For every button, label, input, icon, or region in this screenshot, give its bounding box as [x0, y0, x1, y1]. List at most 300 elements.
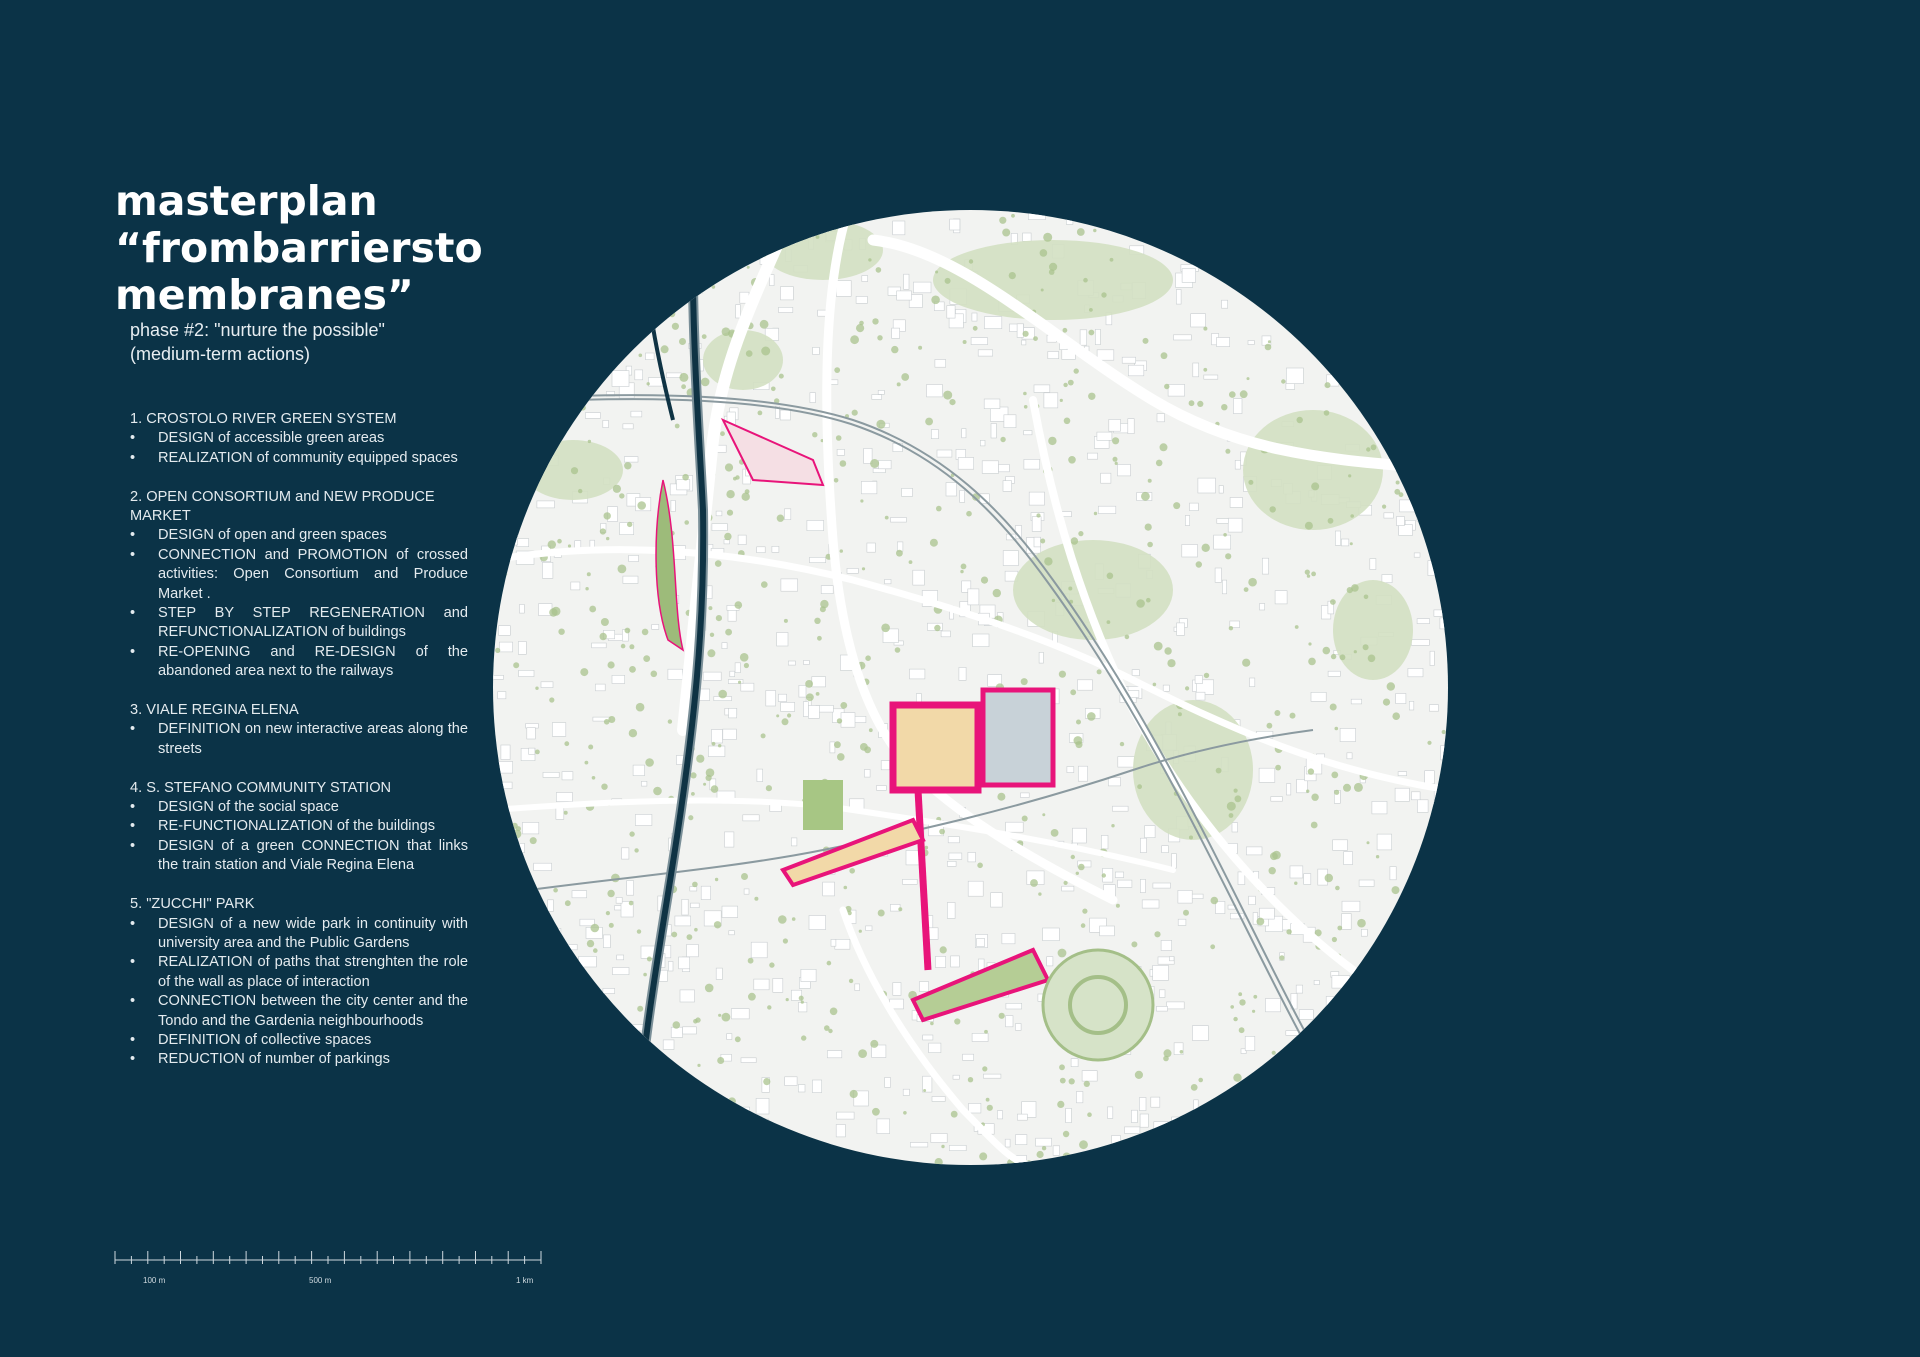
tree	[1311, 572, 1316, 577]
tree	[692, 882, 698, 888]
tree	[744, 663, 749, 668]
building-block	[612, 1091, 626, 1107]
tree	[896, 550, 903, 557]
building-block	[522, 1016, 528, 1029]
building-block	[947, 306, 955, 319]
tree	[1087, 712, 1096, 721]
tree	[1112, 437, 1119, 444]
building-block	[982, 461, 998, 474]
building-block	[522, 1057, 528, 1069]
building-block	[1015, 1024, 1021, 1031]
tree	[1357, 919, 1366, 928]
building-block	[972, 1033, 988, 1041]
building-block	[798, 1085, 805, 1092]
tree	[1407, 1089, 1416, 1098]
tree	[1154, 642, 1163, 651]
tree	[549, 697, 554, 702]
tree	[1280, 305, 1287, 312]
building-block	[1108, 778, 1120, 786]
building-block	[913, 282, 931, 293]
bullet-glyph: •	[130, 643, 136, 660]
tree	[753, 242, 760, 249]
tree	[557, 539, 562, 544]
building-block	[1163, 685, 1169, 691]
building-block	[1378, 270, 1382, 283]
tree	[860, 743, 868, 751]
building-block	[810, 393, 816, 403]
tree	[727, 510, 733, 516]
tree	[542, 1091, 550, 1099]
building-block	[1441, 746, 1448, 760]
tree	[627, 522, 632, 527]
building-block	[810, 557, 826, 562]
subtitle-line-2: (medium-term actions)	[130, 344, 311, 364]
building-block	[1004, 415, 1016, 428]
tree	[837, 718, 842, 723]
building-block	[504, 963, 511, 968]
building-block	[512, 370, 522, 385]
tree	[1268, 340, 1271, 343]
building-block	[497, 1144, 510, 1151]
tree	[767, 1005, 771, 1009]
tree	[1281, 379, 1285, 383]
tree	[507, 847, 514, 854]
tree	[1160, 443, 1168, 451]
tree	[1344, 360, 1350, 366]
building-block	[785, 509, 791, 520]
building-block	[1428, 380, 1444, 387]
building-block	[1411, 640, 1429, 646]
tree	[1298, 278, 1306, 286]
action-item	[130, 915, 468, 954]
building-block	[812, 677, 826, 687]
building-block	[534, 962, 552, 967]
building-block	[885, 1078, 891, 1088]
tree	[742, 493, 750, 501]
tree	[717, 1057, 724, 1064]
building-block	[682, 899, 688, 915]
tree	[535, 687, 538, 690]
building-block	[627, 881, 634, 896]
tree	[1111, 824, 1114, 827]
building-block	[668, 962, 673, 972]
building-block	[543, 772, 559, 777]
building-block	[541, 682, 553, 688]
tree	[1311, 1028, 1316, 1033]
tree	[849, 868, 855, 874]
tree	[1239, 999, 1245, 1005]
building-block	[1290, 866, 1303, 878]
tree	[587, 572, 591, 576]
tree	[550, 1085, 556, 1091]
tree	[1088, 393, 1095, 400]
building-block	[1326, 996, 1335, 1009]
tree	[1081, 923, 1086, 928]
tree	[585, 761, 589, 765]
tree	[1371, 444, 1377, 450]
tree	[876, 420, 885, 429]
tree	[1057, 1101, 1064, 1108]
tree	[1069, 1078, 1075, 1084]
tree	[1261, 1122, 1268, 1129]
tree	[1225, 553, 1231, 559]
building-block	[656, 1151, 666, 1158]
building-block	[529, 748, 535, 754]
tree	[617, 1076, 621, 1080]
building-block	[1286, 1031, 1299, 1036]
tree	[1101, 292, 1106, 297]
tree	[1198, 1078, 1203, 1083]
tree	[792, 917, 796, 921]
building-block	[610, 1083, 618, 1097]
building-block	[1100, 926, 1115, 936]
tree	[1275, 765, 1281, 771]
tree	[676, 1157, 683, 1164]
tree	[701, 378, 710, 387]
building-block	[1372, 332, 1381, 345]
tree	[600, 633, 607, 640]
building-block	[1428, 561, 1442, 576]
tree	[496, 966, 503, 973]
tree	[1011, 214, 1015, 218]
tree	[969, 259, 973, 263]
building-block	[785, 1077, 797, 1086]
tree	[678, 248, 683, 253]
tree	[616, 1077, 624, 1085]
building-block	[735, 663, 740, 673]
tree	[1049, 269, 1055, 275]
building-block	[1433, 412, 1448, 423]
tree	[898, 907, 902, 911]
building-block	[809, 916, 826, 930]
tree	[570, 1083, 573, 1086]
building-block	[519, 670, 534, 676]
tree	[647, 957, 652, 962]
bullet-glyph: •	[130, 546, 136, 563]
building-block	[560, 1068, 575, 1079]
building-block	[778, 694, 786, 701]
building-block	[738, 535, 746, 545]
building-block	[654, 246, 659, 250]
building-block	[968, 852, 976, 862]
tree	[763, 1078, 770, 1085]
building-block	[971, 338, 988, 345]
tree	[1203, 327, 1207, 331]
bullet-glyph: •	[130, 1031, 136, 1048]
tree	[574, 396, 583, 405]
action-item-text: DESIGN of open and green spaces	[158, 527, 387, 544]
building-block	[754, 1119, 768, 1127]
building-block	[691, 903, 700, 908]
tree	[1341, 1062, 1346, 1067]
tree	[869, 728, 873, 732]
tree	[840, 460, 847, 467]
building-block	[1022, 340, 1026, 345]
building-block	[779, 307, 793, 312]
tree	[776, 714, 779, 717]
phase-subtitle	[130, 318, 385, 366]
tree	[761, 347, 770, 356]
building-block	[1286, 784, 1290, 795]
building-block	[549, 254, 560, 265]
building-block	[1140, 838, 1146, 852]
building-block	[1245, 1036, 1255, 1050]
title-line-2	[115, 224, 483, 272]
building-block	[854, 716, 866, 722]
building-block	[603, 420, 609, 427]
tree	[1367, 841, 1370, 844]
building-block	[960, 490, 965, 502]
tree	[609, 1041, 615, 1047]
building-block	[1333, 840, 1348, 851]
tree	[1217, 261, 1221, 265]
tree	[1336, 1038, 1344, 1046]
tree	[551, 267, 556, 272]
building-block	[1271, 797, 1283, 802]
building-block	[1339, 255, 1352, 262]
tree	[1203, 368, 1207, 372]
building-block	[1132, 213, 1139, 224]
tree	[1334, 790, 1339, 795]
tree	[1432, 945, 1436, 949]
tree	[1052, 599, 1055, 602]
building-block	[935, 956, 945, 967]
building-block	[500, 782, 512, 789]
tree	[1437, 526, 1442, 531]
tree	[1354, 311, 1358, 315]
action-item	[130, 449, 468, 468]
tree	[1184, 1152, 1190, 1158]
building-block	[1222, 300, 1228, 308]
tree	[986, 1098, 990, 1102]
building-block	[730, 671, 735, 677]
building-block	[659, 1164, 671, 1166]
building-block	[1395, 788, 1409, 801]
tree	[784, 619, 788, 623]
building-block	[1168, 384, 1185, 396]
building-block	[1193, 363, 1199, 377]
bullet-glyph: •	[130, 430, 136, 447]
building-block	[877, 1119, 890, 1134]
building-block	[959, 667, 966, 680]
building-block	[1340, 728, 1356, 741]
tree	[862, 567, 865, 570]
tree	[572, 217, 577, 222]
building-block	[572, 891, 587, 898]
building-block	[1384, 249, 1397, 261]
building-block	[1067, 767, 1074, 773]
building-block	[1351, 699, 1362, 704]
building-block	[534, 863, 552, 870]
building-block	[1314, 980, 1319, 984]
tree	[611, 874, 620, 883]
tree	[1040, 539, 1045, 544]
tree	[934, 625, 940, 631]
building-block	[891, 518, 907, 523]
building-block	[517, 539, 529, 547]
building-block	[1118, 880, 1132, 887]
tree	[993, 589, 1001, 597]
tree	[949, 399, 955, 405]
building-block	[493, 675, 503, 679]
tree	[1279, 955, 1284, 960]
title-word-barriers: barriers	[250, 224, 435, 272]
building-block	[673, 1101, 687, 1110]
tree	[1068, 587, 1072, 591]
tree	[1089, 330, 1095, 336]
building-block	[1323, 1054, 1337, 1064]
building-block	[722, 906, 738, 917]
tree	[1141, 492, 1150, 501]
tree	[1189, 836, 1193, 840]
building-block	[813, 347, 820, 354]
building-block	[668, 669, 683, 680]
building-block	[648, 1094, 665, 1108]
tree	[1384, 414, 1392, 422]
building-block	[1260, 604, 1265, 611]
building-block	[837, 449, 844, 455]
tree	[629, 666, 636, 673]
tree	[675, 424, 680, 429]
tree	[1335, 886, 1340, 891]
building-block	[1332, 976, 1350, 989]
tree	[711, 785, 719, 793]
tree	[1392, 712, 1400, 720]
building-block	[703, 672, 721, 680]
tree	[1201, 1111, 1208, 1118]
tree	[540, 290, 546, 296]
building-block	[554, 340, 570, 346]
tree	[1296, 210, 1304, 218]
building-block	[1178, 919, 1186, 925]
tree	[973, 326, 978, 331]
tree	[984, 1030, 988, 1034]
tree	[702, 334, 707, 339]
building-block	[1304, 240, 1308, 255]
building-block	[512, 535, 518, 545]
building-block	[723, 729, 737, 740]
building-block	[1128, 365, 1144, 376]
building-block	[666, 373, 681, 378]
tree	[718, 744, 721, 747]
building-block	[1311, 692, 1326, 701]
building-block	[1384, 1134, 1391, 1141]
tree	[1023, 392, 1027, 396]
tree	[1252, 1010, 1255, 1013]
tree	[1382, 505, 1386, 509]
tree	[604, 512, 611, 519]
tree	[909, 560, 913, 564]
title-word-to: to	[434, 224, 483, 272]
tree	[951, 1111, 958, 1118]
building-block	[567, 1068, 574, 1073]
building-block	[1399, 430, 1409, 438]
building-block	[1185, 516, 1189, 526]
building-block	[711, 730, 722, 744]
tree	[1331, 343, 1337, 349]
tree	[536, 928, 540, 932]
building-block	[673, 1130, 680, 1145]
tree	[588, 440, 591, 443]
tree	[714, 921, 721, 928]
tree	[1097, 669, 1102, 674]
building-block	[707, 1158, 715, 1165]
building-block	[1122, 357, 1136, 363]
building-block	[656, 1057, 662, 1073]
building-block	[1003, 481, 1012, 492]
tree	[500, 347, 507, 354]
tree	[526, 279, 530, 283]
tree	[936, 506, 942, 512]
building-block	[499, 626, 511, 636]
building-block	[1222, 234, 1232, 244]
building-block	[512, 218, 517, 231]
tree	[679, 373, 688, 382]
tree	[1372, 1052, 1377, 1057]
building-block	[841, 713, 855, 728]
action-item-text: DESIGN of accessible green areas	[158, 430, 385, 447]
building-block	[603, 935, 610, 948]
tree	[1350, 514, 1354, 518]
action-section-heading: 1. CROSTOLO RIVER GREEN SYSTEM	[130, 411, 397, 427]
tree	[661, 345, 669, 353]
building-block	[1352, 358, 1364, 366]
action-item-text: RE-FUNCTIONALIZATION of the buildings	[158, 818, 436, 835]
tree	[1248, 578, 1257, 587]
building-block	[1006, 1003, 1022, 1009]
tree	[503, 572, 507, 576]
tree	[1414, 349, 1418, 353]
tree	[673, 1021, 681, 1029]
tree	[1306, 790, 1309, 793]
tree	[601, 618, 609, 626]
building-block	[980, 440, 985, 446]
tree	[1305, 522, 1313, 530]
title-word-from: “from	[115, 224, 251, 272]
building-block	[1398, 772, 1407, 776]
building-block	[687, 282, 703, 293]
tree	[1387, 682, 1395, 690]
building-block	[1251, 225, 1266, 234]
tree	[1354, 783, 1363, 792]
tree	[1042, 813, 1045, 816]
tree	[675, 1068, 680, 1073]
tree	[1333, 1090, 1342, 1099]
tree	[897, 382, 901, 386]
tree	[637, 1006, 643, 1012]
tree	[1204, 673, 1209, 678]
tree	[1244, 587, 1249, 592]
action-item	[130, 546, 468, 604]
tree	[954, 1018, 960, 1024]
building-block	[1151, 1097, 1160, 1107]
tree	[925, 846, 929, 850]
building-block	[562, 978, 569, 993]
tree	[1364, 595, 1369, 600]
tree	[1051, 829, 1059, 837]
building-block	[801, 969, 816, 981]
building-block	[1361, 1041, 1373, 1051]
building-block	[902, 488, 913, 496]
building-block	[494, 511, 508, 519]
building-block	[1411, 792, 1420, 800]
tree	[1221, 404, 1227, 410]
building-block	[1400, 500, 1416, 512]
building-block	[646, 353, 655, 360]
building-block	[1021, 793, 1030, 798]
building-block	[530, 394, 546, 399]
tree	[1341, 287, 1348, 294]
